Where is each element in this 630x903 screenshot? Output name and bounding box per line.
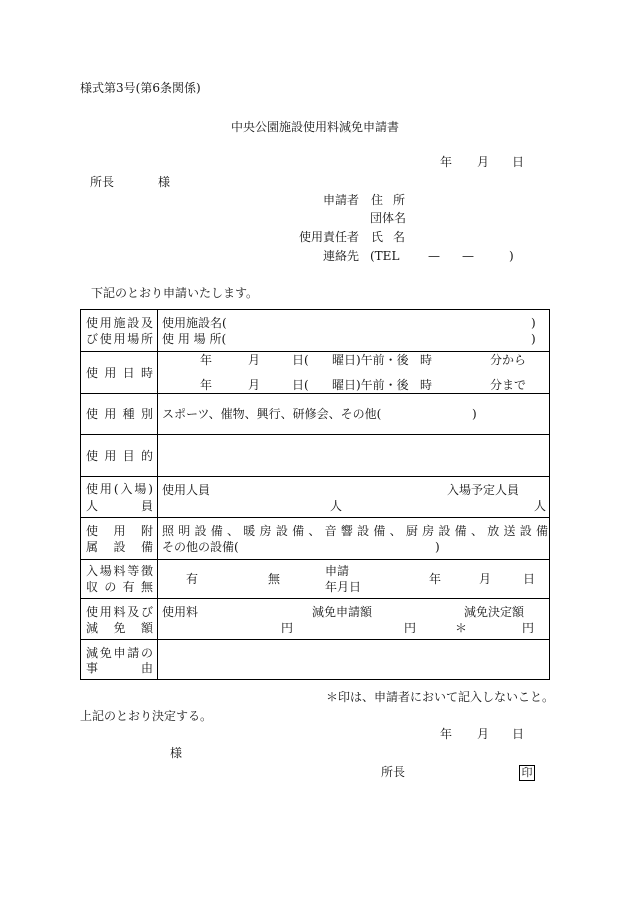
purpose-label: 使 用 目 的 bbox=[86, 449, 153, 463]
start-month: 月 bbox=[248, 353, 261, 367]
attendance-label-1: 使用(入場) bbox=[86, 482, 153, 496]
form-number: 様式第3号(第6条関係) bbox=[80, 81, 201, 95]
applicant-label: 申請者 bbox=[323, 193, 360, 207]
name-label-1: 氏 bbox=[371, 230, 384, 244]
responsible-label: 使用責任者 bbox=[299, 230, 360, 244]
fee-label-1: 使用料及び bbox=[86, 605, 153, 619]
start-year: 年 bbox=[200, 353, 213, 367]
organization-label: 団体名 bbox=[370, 211, 407, 225]
facility-place-field: 使 用 場 所( bbox=[162, 332, 227, 346]
decided-label: 減免決定額 bbox=[464, 605, 525, 619]
facility-name-field: 使用施設名( bbox=[162, 316, 227, 330]
end-weekday-ampm: 曜日)午前・後 bbox=[332, 378, 409, 392]
form-title: 中央公園施設使用料減免申請書 bbox=[230, 120, 399, 134]
end-month: 月 bbox=[248, 378, 261, 392]
facility-place-close: ) bbox=[531, 332, 536, 346]
end-year: 年 bbox=[200, 378, 213, 392]
equipment-close: ) bbox=[435, 540, 440, 554]
decided-yen: 円 bbox=[522, 621, 535, 635]
reason-label-2: 事 由 bbox=[86, 661, 153, 675]
applied-day: 日 bbox=[523, 572, 536, 586]
decision-issuer: 所長 bbox=[381, 765, 406, 779]
addressee-honorific: 様 bbox=[158, 175, 171, 189]
addressee-title: 所長 bbox=[90, 175, 115, 189]
asterisk-note: ＊印は、申請者において記入しないこと。 bbox=[326, 690, 555, 704]
admission-no: 無 bbox=[268, 572, 281, 586]
applied-year: 年 bbox=[429, 572, 442, 586]
row-attendance bbox=[81, 476, 549, 518]
decided-asterisk: ＊ bbox=[455, 621, 468, 635]
application-year: 年 bbox=[440, 155, 453, 169]
requested-yen: 円 bbox=[404, 621, 417, 635]
start-minute: 分から bbox=[490, 353, 527, 367]
attendance-label-2: 人 員 bbox=[86, 499, 153, 513]
row-fee bbox=[81, 598, 549, 640]
application-month: 月 bbox=[477, 155, 490, 169]
name-label-2: 名 bbox=[393, 230, 406, 244]
end-hour: 時 bbox=[420, 378, 433, 392]
facility-name-close: ) bbox=[531, 316, 536, 330]
start-hour: 時 bbox=[420, 353, 433, 367]
address-label-2: 所 bbox=[393, 193, 406, 207]
start-weekday-ampm: 曜日)午前・後 bbox=[332, 353, 409, 367]
decision-month: 月 bbox=[477, 727, 490, 741]
address-label-1: 住 bbox=[371, 193, 384, 207]
row-equipment bbox=[81, 517, 549, 560]
admission-label-1: 入場料等徴 bbox=[86, 564, 153, 578]
equipment-label-1: 使 用 附 bbox=[86, 524, 153, 538]
equipment-label-2: 属 設 備 bbox=[86, 540, 153, 554]
datetime-label: 使 用 日 時 bbox=[86, 366, 153, 380]
tel-dash-1: — bbox=[428, 249, 440, 263]
admission-label-2: 収 の 有 無 bbox=[86, 580, 153, 594]
application-table bbox=[80, 309, 550, 680]
applied-date-label-1: 申請 bbox=[325, 564, 350, 578]
expected-unit: 人 bbox=[534, 499, 547, 513]
category-label: 使 用 種 別 bbox=[86, 407, 153, 421]
usage-fee-label: 使用料 bbox=[162, 605, 199, 619]
row-admission-fee bbox=[81, 559, 549, 599]
application-day: 日 bbox=[512, 155, 525, 169]
decision-honorific: 様 bbox=[170, 746, 183, 760]
admission-yes: 有 bbox=[186, 572, 199, 586]
decision-year: 年 bbox=[440, 727, 453, 741]
equipment-other: その他の設備( bbox=[162, 540, 239, 554]
category-options: スポーツ、催物、興行、研修会、その他( bbox=[162, 407, 382, 421]
users-unit: 人 bbox=[330, 499, 343, 513]
reason-label-1: 減免申請の bbox=[86, 646, 153, 660]
end-minute: 分まで bbox=[490, 378, 527, 392]
row-facility bbox=[81, 310, 549, 352]
applied-date-label-2: 年月日 bbox=[325, 580, 362, 594]
facility-label-1: 使用施設及 bbox=[86, 316, 153, 330]
equipment-list: 照 明 設 備 、 暖 房 設 備 、 音 響 設 備 、 厨 房 設 備 、 放 送 設 備 bbox=[162, 524, 548, 538]
tel-dash-2: — bbox=[462, 249, 474, 263]
row-category bbox=[81, 393, 549, 435]
fee-label-2: 減 免 額 bbox=[86, 621, 153, 635]
intro-text: 下記のとおり申請いたします。 bbox=[91, 286, 259, 300]
tel-close: ) bbox=[509, 249, 514, 263]
users-label: 使用人員 bbox=[162, 483, 211, 497]
expected-label: 入場予定人員 bbox=[447, 483, 520, 497]
requested-label: 減免申請額 bbox=[312, 605, 373, 619]
seal-mark: 印 bbox=[519, 765, 535, 781]
category-close: ) bbox=[472, 407, 477, 421]
row-reason bbox=[81, 639, 549, 679]
tel-open: (TEL bbox=[370, 249, 400, 263]
decision-text: 上記のとおり決定する。 bbox=[80, 709, 213, 723]
row-datetime bbox=[81, 351, 549, 394]
usage-fee-yen: 円 bbox=[281, 621, 294, 635]
decision-day: 日 bbox=[512, 727, 525, 741]
row-purpose bbox=[81, 434, 549, 477]
applied-month: 月 bbox=[479, 572, 492, 586]
end-day: 日( bbox=[292, 378, 309, 392]
facility-label-2: び使用場所 bbox=[86, 332, 153, 346]
start-day: 日( bbox=[292, 353, 309, 367]
contact-label: 連絡先 bbox=[323, 249, 360, 263]
